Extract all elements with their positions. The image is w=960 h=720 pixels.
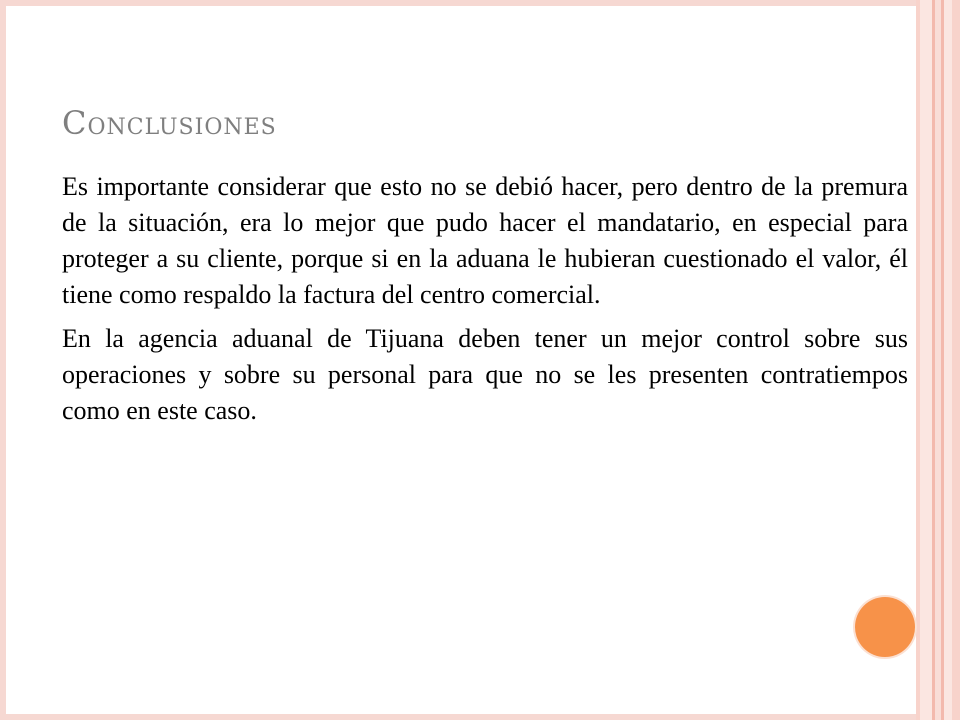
- decorative-stripes: [916, 0, 960, 720]
- body-paragraph: Es importante considerar que esto no se debió hacer, pero dentro de la premura de la situación, era lo mejor que pudo hacer el mandatario, en especial para proteger a su cliente, porque si en la aduana le hubieran cuestionado el valor, él tiene como respaldo la factura del centro comercial.: [62, 172, 908, 309]
- body-paragraph: En la agencia aduanal de Tijuana deben tener un mejor control sobre sus operaciones y sobre su personal para que no se les presenten contratiempos como en este caso.: [62, 324, 908, 425]
- decorative-circle: [855, 597, 915, 657]
- slide-border-left: [0, 0, 6, 720]
- slide-title: Conclusiones: [62, 104, 277, 142]
- slide-border-bottom: [0, 714, 960, 720]
- slide-body: [62, 169, 908, 437]
- slide-border-top: [0, 0, 960, 6]
